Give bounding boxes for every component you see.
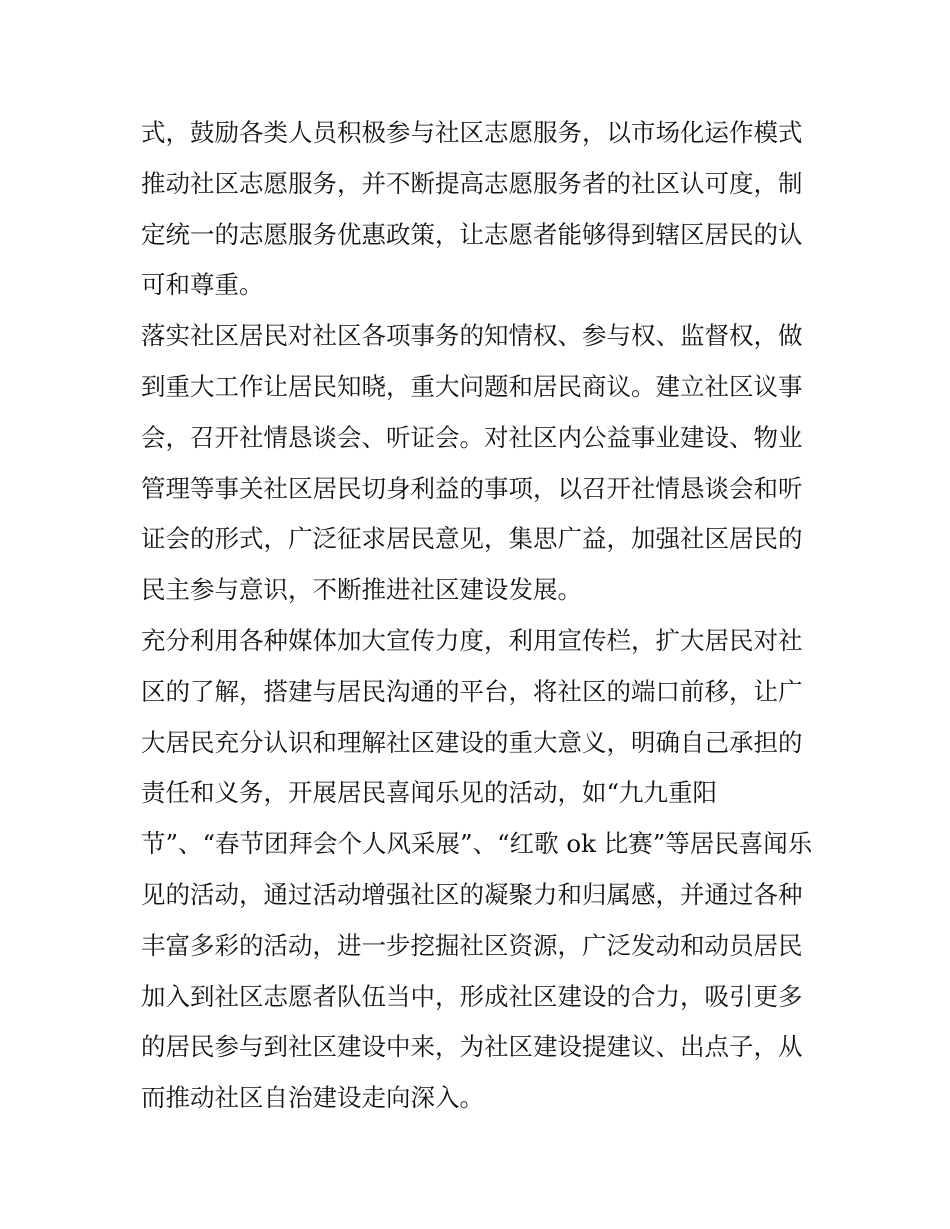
text-line: 责任和义务，开展居民喜闻乐见的活动，如“九九重阳 bbox=[141, 778, 718, 808]
text-line: 民主参与意识，不断推进社区建设发展。 bbox=[141, 575, 582, 605]
text-line: 可和尊重。 bbox=[141, 270, 264, 300]
text-line: 充分利用各种媒体加大宣传力度，利用宣传栏，扩大居民对社 bbox=[141, 625, 803, 655]
text-line: 落实社区居民对社区各项事务的知情权、参与权、监督权，做 bbox=[141, 321, 803, 351]
text-line: 证会的形式，广泛征求居民意见，集思广益，加强社区居民的 bbox=[141, 524, 803, 554]
text-line: 节”、“春节团拜会个人风采展”、“红歌 ok 比赛”等居民喜闻乐 bbox=[141, 829, 813, 859]
text-line: 推动社区志愿服务，并不断提高志愿服务者的社区认可度，制 bbox=[141, 168, 803, 198]
document-body bbox=[141, 108, 821, 1124]
text-line: 定统一的志愿服务优惠政策，让志愿者能够得到辖区居民的认 bbox=[141, 219, 803, 249]
text-line: 到重大工作让居民知晓，重大问题和居民商议。建立社区议事 bbox=[141, 371, 803, 401]
text-line: 会，召开社情恳谈会、听证会。对社区内公益事业建设、物业 bbox=[141, 422, 803, 452]
text-line: 区的了解，搭建与居民沟通的平台，将社区的端口前移，让广 bbox=[141, 676, 803, 706]
text-line: 而推动社区自治建设走向深入。 bbox=[141, 1083, 484, 1113]
text-line: 管理等事关社区居民切身利益的事项，以召开社情恳谈会和听 bbox=[141, 473, 803, 503]
text-line: 式，鼓励各类人员积极参与社区志愿服务，以市场化运作模式 bbox=[141, 118, 803, 147]
text-line: 丰富多彩的活动，进一步挖掘社区资源，广泛发动和动员居民 bbox=[141, 930, 803, 960]
text-line: 的居民参与到社区建设中来，为社区建设提建议、出点子，从 bbox=[141, 1032, 803, 1062]
text-line: 大居民充分认识和理解社区建设的重大意义，明确自己承担的 bbox=[141, 727, 803, 757]
text-line: 见的活动，通过活动增强社区的凝聚力和归属感，并通过各种 bbox=[141, 879, 803, 909]
text-line: 加入到社区志愿者队伍当中，形成社区建设的合力，吸引更多 bbox=[141, 981, 803, 1011]
